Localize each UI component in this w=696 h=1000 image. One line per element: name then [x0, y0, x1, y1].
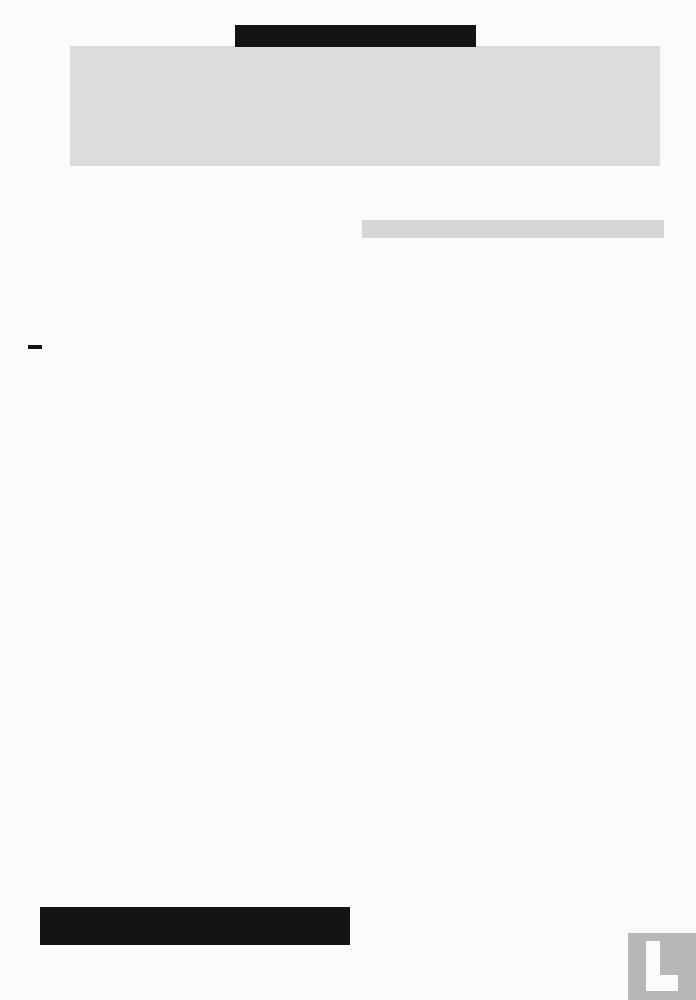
verenigingsnieuws-heading-row — [362, 220, 664, 238]
section-banner — [235, 25, 476, 47]
logo-l-icon — [638, 941, 678, 991]
production — [49, 510, 349, 550]
table-of-contents — [362, 218, 664, 238]
financial-admin — [49, 289, 349, 355]
page-number-bar — [28, 345, 42, 349]
cover-caption — [40, 907, 350, 945]
colofon — [49, 175, 349, 558]
publication-info — [49, 367, 349, 446]
editorial-staff — [49, 198, 349, 277]
publisher-logo — [628, 933, 696, 1000]
disclaimer — [49, 459, 349, 499]
title-band — [70, 46, 660, 166]
verenigingsnieuws-block — [362, 220, 664, 238]
colofon-header — [49, 175, 349, 188]
